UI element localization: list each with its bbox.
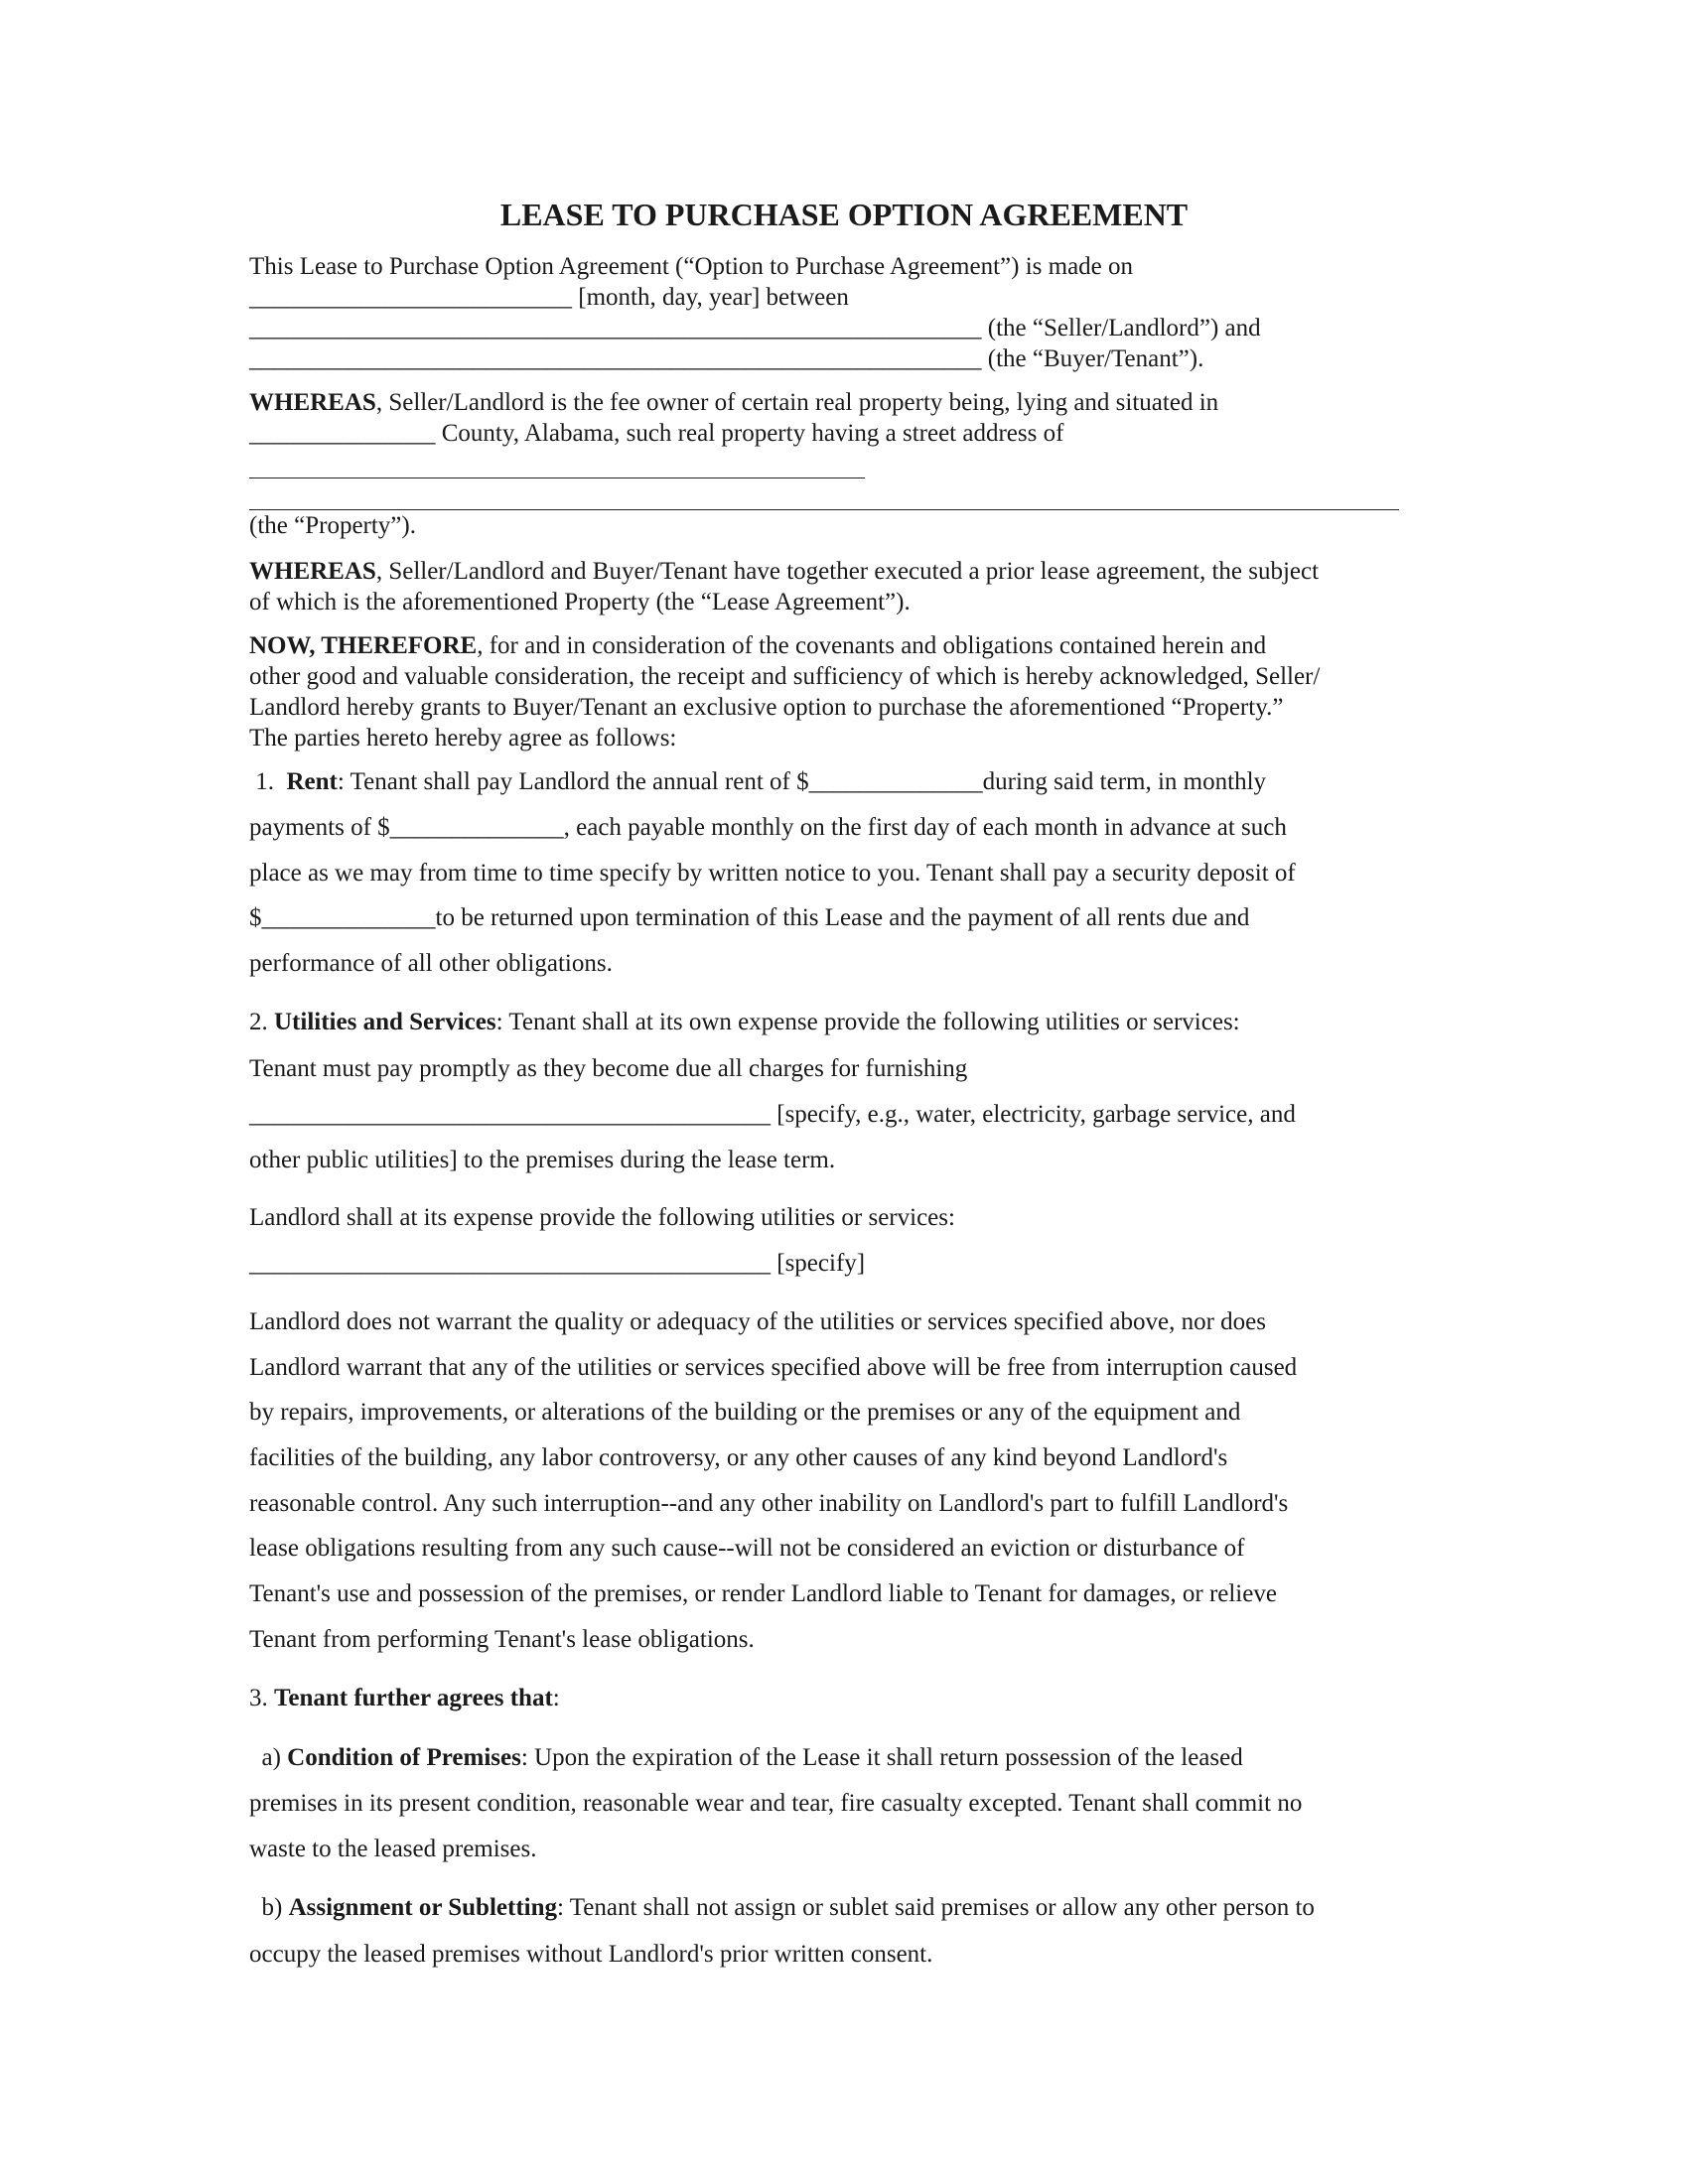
rent-line: $______________to be returned upon termination of this Lease and the payment of all rents due and [249,904,1250,931]
intro-seller-line: ___________________________________________________________ (the “Seller/Landlord”) and [249,315,1261,341]
rent-line: performance of all other obligations. [249,950,613,977]
utilities-line: Tenant must pay promptly as they become due all charges for furnishing [249,1055,968,1082]
rent-line: payments of $______________, each payable monthly on the first day of each month in advance at such [249,814,1287,841]
whereas-text-line: of which is the aforementioned Property (the “Lease Agreement”). [249,589,911,615]
intro-line: This Lease to Purchase Option Agreement (“Option to Purchase Agreement”) is made on [249,253,1134,280]
clause-label-b: b) [249,1894,289,1921]
rent-section [249,768,1266,796]
now-therefore-text: , for and in consideration of the covenants and obligations contained herein and [477,632,1267,659]
tenant-agrees-colon: : [552,1685,560,1711]
now-therefore-lead: NOW, THEREFORE [249,632,478,659]
warranty-line: Tenant's use and possession of the premises, or render Landlord liable to Tenant for damages, or relieve [249,1580,1277,1607]
clause-label-a: a) [249,1744,288,1771]
rent-heading: Rent [286,768,338,795]
assignment-heading: Assignment or Subletting [288,1894,557,1921]
landlord-utilities-line: Landlord shall at its expense provide the following utilities or services: [249,1204,955,1231]
property-label: (the “Property”). [249,512,416,539]
warranty-line: Landlord warrant that any of the utilities or services specified above will be free from interruption caused [249,1354,1298,1381]
warranty-line: facilities of the building, any labor controversy, or any other causes of any kind beyond Landlord's [249,1444,1228,1471]
now-therefore-line: other good and valuable consideration, the receipt and sufficiency of which is hereby acknowledged, Seller/ [249,663,1321,690]
warranty-line: Tenant from performing Tenant's lease obligations. [249,1626,755,1653]
tenant-agrees-section [249,1685,560,1712]
assignment-subletting [249,1894,1315,1922]
intro-date-line: __________________________ [month, day, year] between [249,284,849,311]
rent-text: : Tenant shall pay Landlord the annual rent of $______________during said term, in monthly [337,768,1267,795]
address-blank-line-2 [249,509,1399,510]
now-therefore-line: The parties hereto hereby agree as follows: [249,725,677,751]
assignment-text: : Tenant shall not assign or sublet said premises or allow any other person to [557,1894,1315,1921]
utilities-line: other public utilities] to the premises during the lease term. [249,1147,836,1173]
warranty-line: by repairs, improvements, or alterations of the building or the premises or any of the equipment and [249,1399,1241,1426]
warranty-line: Landlord does not warrant the quality or adequacy of the utilities or services specified above, nor does [249,1308,1266,1335]
intro-buyer-line: ___________________________________________________________ (the “Buyer/Tenant”). [249,345,1204,372]
utilities-number: 2. [249,1009,274,1035]
whereas-paragraph-2 [249,558,1319,586]
warranty-line: reasonable control. Any such interruption--and any other inability on Landlord's part to fulfill Landlord's [249,1490,1289,1517]
condition-heading: Condition of Premises [287,1744,521,1771]
assignment-line: occupy the leased premises without Landlord's prior written consent. [249,1941,933,1968]
utilities-section [249,1009,1240,1036]
utilities-line: __________________________________________ [specify, e.g., water, electricity, garbage service, and [249,1101,1296,1128]
whereas-text: , Seller/Landlord and Buyer/Tenant have together executed a prior lease agreement, the subject [375,558,1320,585]
whereas-lead: WHEREAS [249,558,376,585]
landlord-utilities-line: __________________________________________ [specify] [249,1250,866,1277]
whereas-lead: WHEREAS [249,389,376,416]
utilities-heading: Utilities and Services [274,1009,496,1035]
now-therefore-paragraph [249,632,1266,660]
county-line: _______________ County, Alabama, such real property having a street address of [249,420,1064,447]
tenant-agrees-heading: Tenant further agrees that [274,1685,553,1711]
now-therefore-line: Landlord hereby grants to Buyer/Tenant an exclusive option to purchase the aforementioned “Property.” [249,694,1284,721]
condition-of-premises [249,1744,1243,1772]
warranty-line: lease obligations resulting from any such cause--will not be considered an eviction or disturbance of [249,1535,1245,1562]
rent-number: 1. [249,768,287,795]
rent-line: place as we may from time to time specify by written notice to you. Tenant shall pay a security deposit of [249,860,1296,887]
condition-line: waste to the leased premises. [249,1836,537,1862]
condition-text: : Upon the expiration of the Lease it shall return possession of the leased [520,1744,1243,1771]
tenant-agrees-number: 3. [249,1685,274,1711]
whereas-text: , Seller/Landlord is the fee owner of certain real property being, lying and situated in [375,389,1219,416]
condition-line: premises in its present condition, reasonable wear and tear, fire casualty excepted. Tenant shall commit no [249,1790,1303,1817]
whereas-paragraph-1 [249,389,1218,417]
utilities-text: : Tenant shall at its own expense provide the following utilities or services: [495,1009,1240,1035]
document-title: LEASE TO PURCHASE OPTION AGREEMENT [499,197,1189,232]
